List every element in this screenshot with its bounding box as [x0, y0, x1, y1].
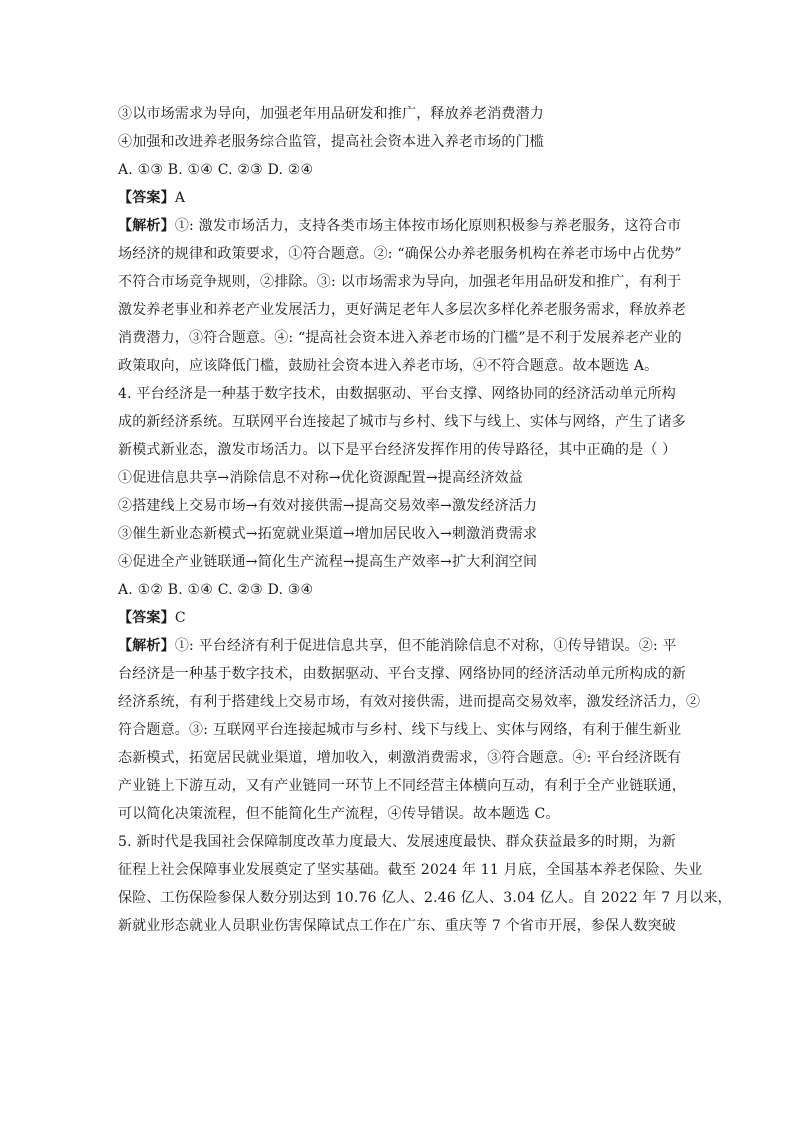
analysis-label: 【解析】: [118, 218, 175, 234]
option-2: ②搭建线上交易市场→有效对接供需→提高交易效率→激发经济活力: [118, 498, 538, 514]
analysis-line: 激发养老事业和养老产业发展活力，更好满足老年人多层次多样化养老服务需求，释放养老: [118, 302, 686, 318]
analysis-line: 不符合市场竞争规则，②排除。③: 以市场需求为导向，加强老年用品研发和推广，有利于: [118, 274, 682, 290]
analysis-line: 态新模式，拓宽居民就业渠道，增加收入，刺激消费需求，③符合题意。④: 平台经济既有: [118, 750, 682, 766]
analysis-line: 消费潜力，③符合题意。④: “提高社会资本进入养老市场的门槛”是不利于发展养老产业的: [118, 330, 682, 346]
question-stem-line: 4. 平台经济是一种基于数字技术，由数据驱动、平台支撑、网络协同的经济活动单元所构: [118, 386, 677, 402]
question-4: [118, 380, 701, 828]
analysis-line: 【解析】①: 激发市场活力，支持各类市场主体按市场化原则积极参与养老服务，这符合市: [118, 218, 682, 234]
document-page: [118, 100, 732, 940]
question-stem-line: 保险、工伤保险参保人数分别达到 10.76 亿人、2.46 亿人、3.04 亿人。自 2022 年 7 月以来，: [118, 890, 732, 906]
answer-label: 【答案】: [118, 610, 175, 626]
analysis-line: 可以简化决策流程，但不能简化生产流程，④传导错误。故本题选 C。: [118, 806, 560, 822]
analysis-line: 【解析】①: 平台经济有利于促进信息共享，但不能消除信息不对称，①传导错误。②: 平: [118, 638, 677, 654]
option-3: ③催生新业态新模式→拓宽就业渠道→增加居民收入→刺激消费需求: [118, 526, 538, 542]
answer: [118, 184, 688, 212]
analysis-line: 台经济是一种基于数字技术，由数据驱动、平台支撑、网络协同的经济活动单元所构成的新: [118, 666, 686, 682]
option-4: ④促进全产业链联通→简化生产流程→提高生产效率→扩大利润空间: [118, 554, 538, 570]
analysis-line: 符合题意。③: 互联网平台连接起城市与乡村、线下与线上、实体与网络，有利于催生新业: [118, 722, 682, 738]
question-stem-line: 新模式新业态，激发市场活力。以下是平台经济发挥作用的传导路径，其中正确的是（ ）: [118, 442, 677, 458]
analysis-line: 政策取向，应该降低门槛，鼓励社会资本进入养老市场，④不符合题意。故本题选 A。: [118, 358, 659, 374]
choices: A. ①② B. ①④ C. ②③ D. ③④: [118, 582, 314, 598]
analysis: [118, 632, 701, 828]
option-1: ①促进信息共享→消除信息不对称→优化资源配置→提高经济效益: [118, 470, 523, 486]
analysis-label: 【解析】: [118, 638, 175, 654]
answer-value: A: [174, 190, 186, 206]
choices: A. ①③ B. ①④ C. ②③ D. ②④: [118, 162, 314, 178]
option-3: ③以市场需求为导向，加强老年用品研发和推广，释放养老消费潜力: [118, 106, 544, 122]
analysis-line: 场经济的规律和政策要求，①符合题意。②: “确保公办养老服务机构在养老市场中占优势”: [118, 246, 682, 262]
question-5: [118, 828, 732, 940]
question-3-tail: [118, 100, 688, 380]
option-4: ④加强和改进养老服务综合监管，提高社会资本进入养老市场的门槛: [118, 134, 544, 150]
question-stem-line: 5. 新时代是我国社会保障制度改革力度最大、发展速度最快、群众获益最多的时期，为新: [118, 834, 677, 850]
analysis-line: 产业链上下游互动，又有产业链同一环节上不同经营主体横向互动，有利于全产业链联通，: [118, 778, 686, 794]
question-stem-line: 新就业形态就业人员职业伤害保障试点工作在广东、重庆等 7 个省市开展，参保人数突破: [118, 918, 677, 934]
question-stem-line: 征程上社会保障事业发展奠定了坚实基础。截至 2024 年 11 月底，全国基本养老保险、失业: [118, 862, 703, 878]
analysis: [118, 212, 688, 380]
answer-value: C: [174, 610, 186, 626]
analysis-line: 经济系统，有利于搭建线上交易市场，有效对接供需，进而提高交易效率，激发经济活力，②: [118, 694, 701, 710]
answer: [118, 604, 688, 632]
question-stem-line: 成的新经济系统。互联网平台连接起了城市与乡村、线下与线上、实体与网络，产生了诸多: [118, 414, 686, 430]
answer-label: 【答案】: [118, 190, 175, 206]
